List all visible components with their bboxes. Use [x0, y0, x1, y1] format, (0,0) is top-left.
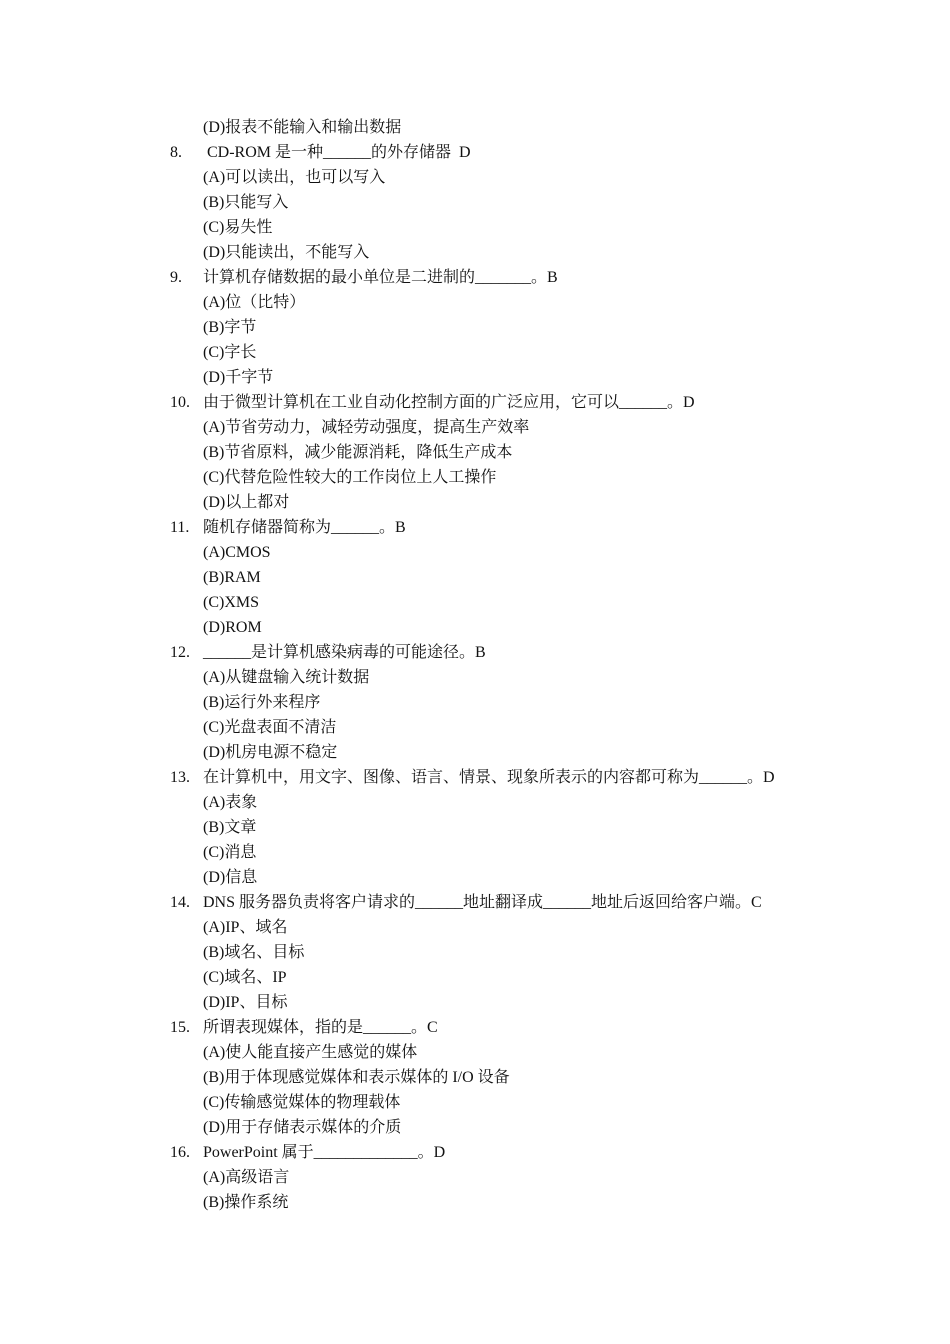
answer-option [170, 1090, 830, 1115]
question-line [170, 640, 830, 665]
answer-option [170, 440, 830, 465]
option-text: (D)机房电源不稳定 [203, 744, 338, 761]
question-number: 10. [170, 394, 190, 411]
option-text: (C)XMS [203, 594, 260, 611]
option-text: (B)节省原料，减少能源消耗，降低生产成本 [203, 444, 513, 461]
option-text: (B)字节 [203, 319, 257, 336]
option-text: (D)报表不能输入和输出数据 [203, 119, 402, 136]
question-text: PowerPoint 属于_____________。D [203, 1144, 446, 1161]
answer-option [170, 990, 830, 1015]
answer-option [170, 740, 830, 765]
question-number: 15. [170, 1019, 190, 1036]
answer-option [170, 490, 830, 515]
option-text: (C)消息 [203, 844, 257, 861]
question-number: 8. [170, 144, 182, 161]
question-line [170, 1140, 830, 1165]
answer-option [170, 1115, 830, 1140]
answer-option [170, 215, 830, 240]
answer-option [170, 1165, 830, 1190]
option-text: (D)只能读出，不能写入 [203, 244, 370, 261]
question-line [170, 265, 830, 290]
question-text: ______是计算机感染病毒的可能途径。B [203, 644, 486, 661]
question-list [170, 115, 830, 1215]
answer-option [170, 240, 830, 265]
answer-option [170, 540, 830, 565]
option-text: (B)操作系统 [203, 1194, 289, 1211]
option-text: (B)域名、目标 [203, 944, 305, 961]
option-text: (C)代替危险性较大的工作岗位上人工操作 [203, 469, 497, 486]
answer-option [170, 340, 830, 365]
answer-option [170, 940, 830, 965]
question-number: 9. [170, 269, 182, 286]
option-text: (B)文章 [203, 819, 257, 836]
question-line [170, 390, 830, 415]
question-line [170, 1015, 830, 1040]
option-text: (C)传输感觉媒体的物理载体 [203, 1094, 401, 1111]
option-text: (D)以上都对 [203, 494, 290, 511]
answer-option [170, 465, 830, 490]
answer-option [170, 315, 830, 340]
answer-option [170, 865, 830, 890]
answer-option [170, 1190, 830, 1215]
option-text: (D)ROM [203, 619, 262, 636]
question-text: 计算机存储数据的最小单位是二进制的_______。B [203, 269, 558, 286]
question-number: 13. [170, 769, 190, 786]
answer-option [170, 965, 830, 990]
option-text: (B)RAM [203, 569, 261, 586]
question-line [170, 765, 830, 790]
answer-option [170, 840, 830, 865]
option-text: (A)表象 [203, 794, 258, 811]
answer-option [170, 565, 830, 590]
option-text: (B)只能写入 [203, 194, 289, 211]
option-text: (B)运行外来程序 [203, 694, 321, 711]
option-text: (A)高级语言 [203, 1169, 290, 1186]
option-text: (C)字长 [203, 344, 257, 361]
answer-option [170, 1040, 830, 1065]
option-text: (C)域名、IP [203, 969, 287, 986]
question-text: 随机存储器简称为______。B [203, 519, 406, 536]
option-text: (A)可以读出，也可以写入 [203, 169, 386, 186]
question-number: 11. [170, 519, 190, 536]
question-number: 14. [170, 894, 190, 911]
question-text: 在计算机中，用文字、图像、语言、情景、现象所表示的内容都可称为______。D [203, 769, 775, 786]
question-text: 所谓表现媒体，指的是______。C [203, 1019, 438, 1036]
answer-option [170, 290, 830, 315]
question-line [170, 515, 830, 540]
option-text: (A)节省劳动力，减轻劳动强度，提高生产效率 [203, 419, 530, 436]
question-text: CD-ROM 是一种______的外存储器 D [203, 144, 471, 161]
option-text: (D)信息 [203, 869, 258, 886]
answer-option [170, 1065, 830, 1090]
question-text: 由于微型计算机在工业自动化控制方面的广泛应用，它可以______。D [203, 394, 695, 411]
option-text: (A)CMOS [203, 544, 271, 561]
answer-option [170, 690, 830, 715]
question-number: 12. [170, 644, 190, 661]
option-text: (C)光盘表面不清洁 [203, 719, 337, 736]
answer-option [170, 615, 830, 640]
option-text: (D)千字节 [203, 369, 274, 386]
question-text: DNS 服务器负责将客户请求的______地址翻译成______地址后返回给客户端。C [203, 894, 762, 911]
option-text: (A)位（比特） [203, 294, 306, 311]
answer-option [170, 415, 830, 440]
answer-option [170, 590, 830, 615]
answer-option [170, 790, 830, 815]
answer-option [170, 165, 830, 190]
option-text: (D)用于存储表示媒体的介质 [203, 1119, 402, 1136]
answer-option [170, 665, 830, 690]
answer-option [170, 190, 830, 215]
option-text: (A)IP、域名 [203, 919, 288, 936]
option-text: (A)从键盘输入统计数据 [203, 669, 370, 686]
option-text: (B)用于体现感觉媒体和表示媒体的 I/O 设备 [203, 1069, 510, 1086]
question-number: 16. [170, 1144, 190, 1161]
option-text: (D)IP、目标 [203, 994, 288, 1011]
option-text: (C)易失性 [203, 219, 273, 236]
answer-option [170, 365, 830, 390]
option-text: (A)使人能直接产生感觉的媒体 [203, 1044, 418, 1061]
question-line [170, 890, 830, 915]
question-line [170, 140, 830, 165]
answer-option [170, 815, 830, 840]
answer-option [170, 715, 830, 740]
answer-option [170, 915, 830, 940]
answer-option [170, 115, 830, 140]
